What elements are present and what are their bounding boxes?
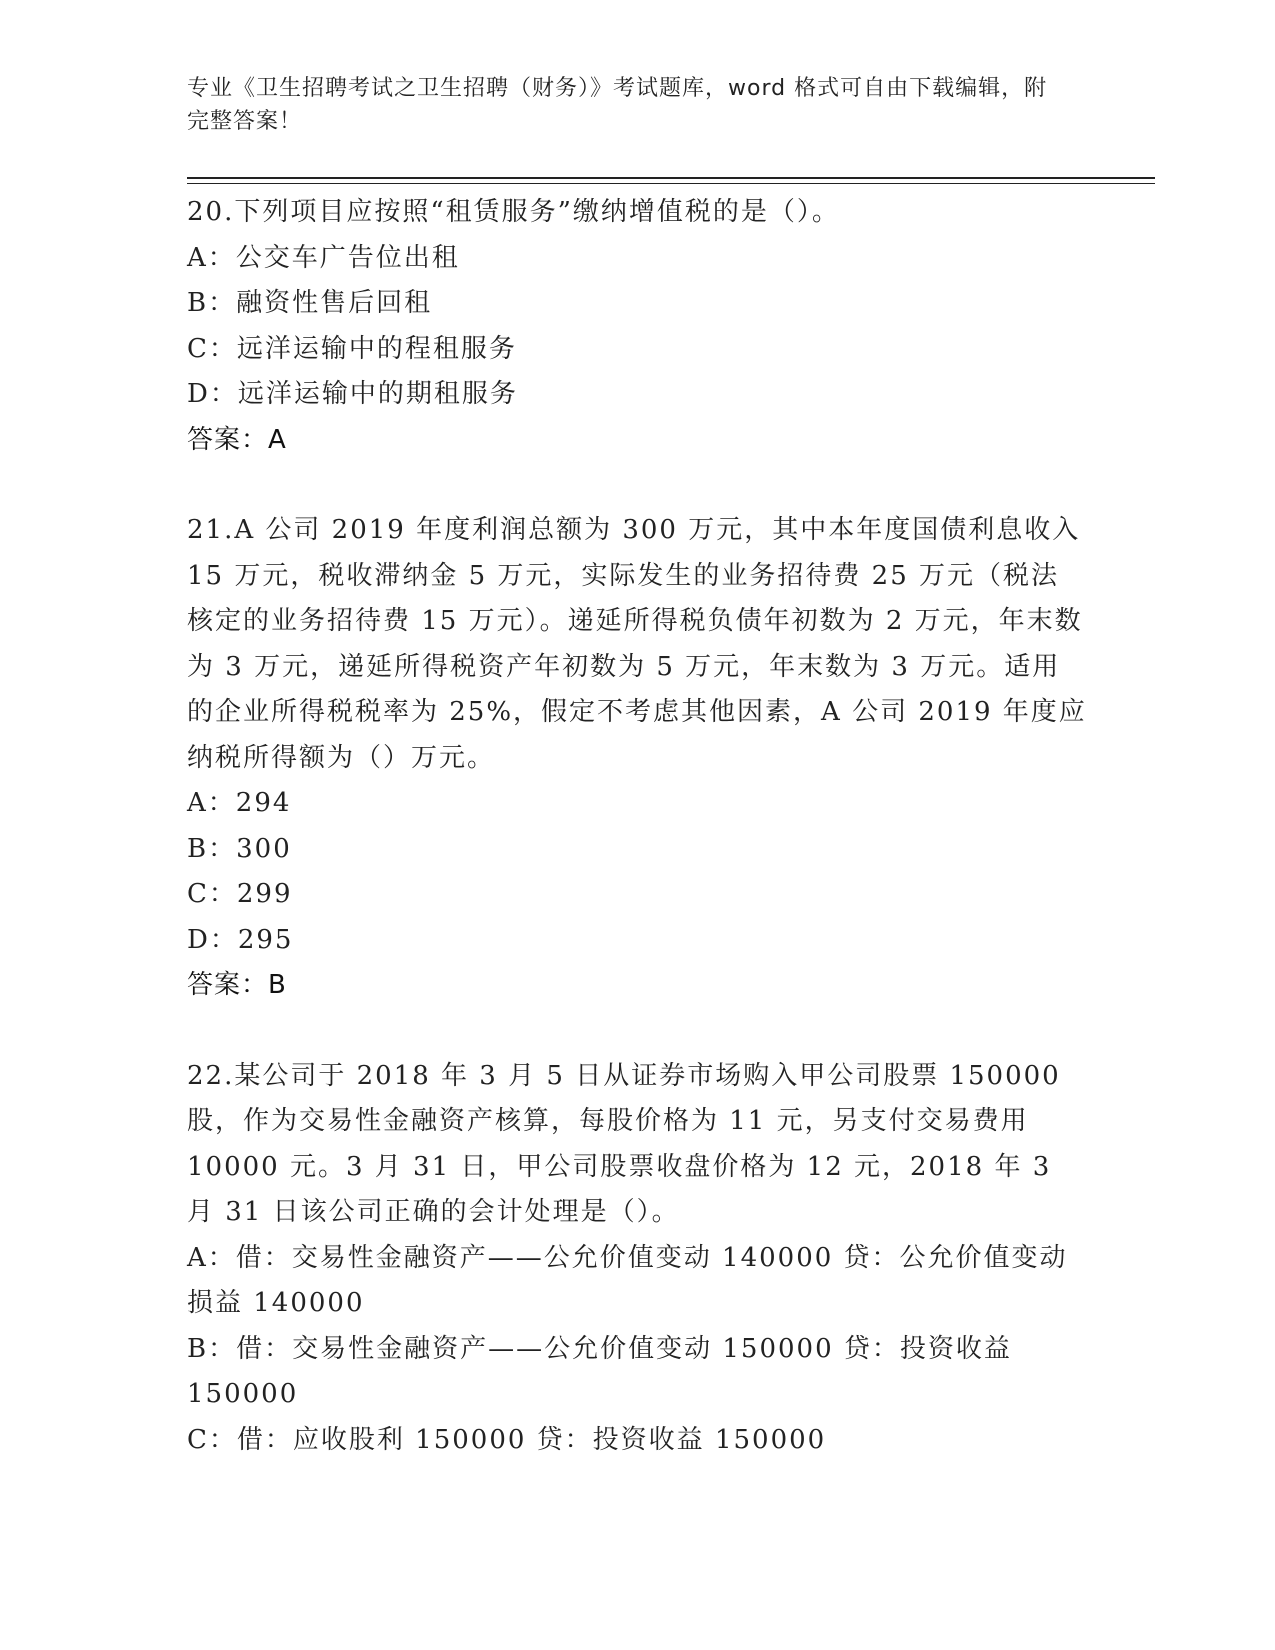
option-b: B：300 <box>187 833 292 864</box>
question-stem: 22.某公司于 2018 年 3 月 5 日从证券市场购入甲公司股票 150000 股，作为交易性金融资产核算，每股价格为 11 元，另支付交易费用 10000 元。3 月 31 日，甲公司股票收盘价格为 12 元，2018 年 3 月 31 日该公司正确的会计处理是（）。 <box>187 1060 1061 1227</box>
option-b: B：融资性售后回租 <box>187 288 433 318</box>
question-21 <box>187 508 1087 1009</box>
option-c: C：299 <box>187 879 293 909</box>
option-b: B：借：交易性金融资产——公允价值变动 150000 贷：投资收益 150000 <box>187 1333 1012 1409</box>
question-20 <box>187 190 1087 463</box>
question-22 <box>187 1054 1087 1464</box>
question-list <box>187 190 1087 1463</box>
answer-line: 答案：A <box>187 424 287 455</box>
page-header-text: 专业《卫生招聘考试之卫生招聘（财务）》考试题库，word 格式可自由下载编辑，附完整答案！ <box>187 76 1048 134</box>
option-d: D：295 <box>187 924 294 955</box>
header-divider-bottom <box>187 183 1155 184</box>
header-divider-top <box>187 177 1155 179</box>
option-a: A：294 <box>187 788 292 818</box>
option-a: A：公交车广告位出租 <box>187 242 460 273</box>
option-c: C：借：应收股利 150000 贷：投资收益 150000 <box>187 1424 827 1455</box>
option-a: A：借：交易性金融资产——公允价值变动 140000 贷：公允价值变动损益 140000 <box>187 1242 1068 1318</box>
question-stem: 20.下列项目应按照“租赁服务”缴纳增值税的是（）。 <box>187 197 840 227</box>
answer-line: 答案：B <box>187 970 287 1000</box>
question-stem: 21.A 公司 2019 年度利润总额为 300 万元，其中本年度国债利息收入 15 万元，税收滞纳金 5 万元，实际发生的业务招待费 25 万元（税法核定的业务招待费 15 万元）。递延所得税负债年初数为 2 万元，年末数为 3 万元，递延所得税资产年初数为 5 万元，年末数为 3 万元。适用的企业所得税税率为 25%，假定不考虑其他因素，A 公司 2019 年度应纳税所得额为（）万元。 <box>187 515 1087 773</box>
option-d: D：远洋运输中的期租服务 <box>187 379 518 409</box>
question-spacer <box>187 463 1087 508</box>
question-spacer <box>187 1009 1087 1054</box>
option-c: C：远洋运输中的程租服务 <box>187 333 517 364</box>
